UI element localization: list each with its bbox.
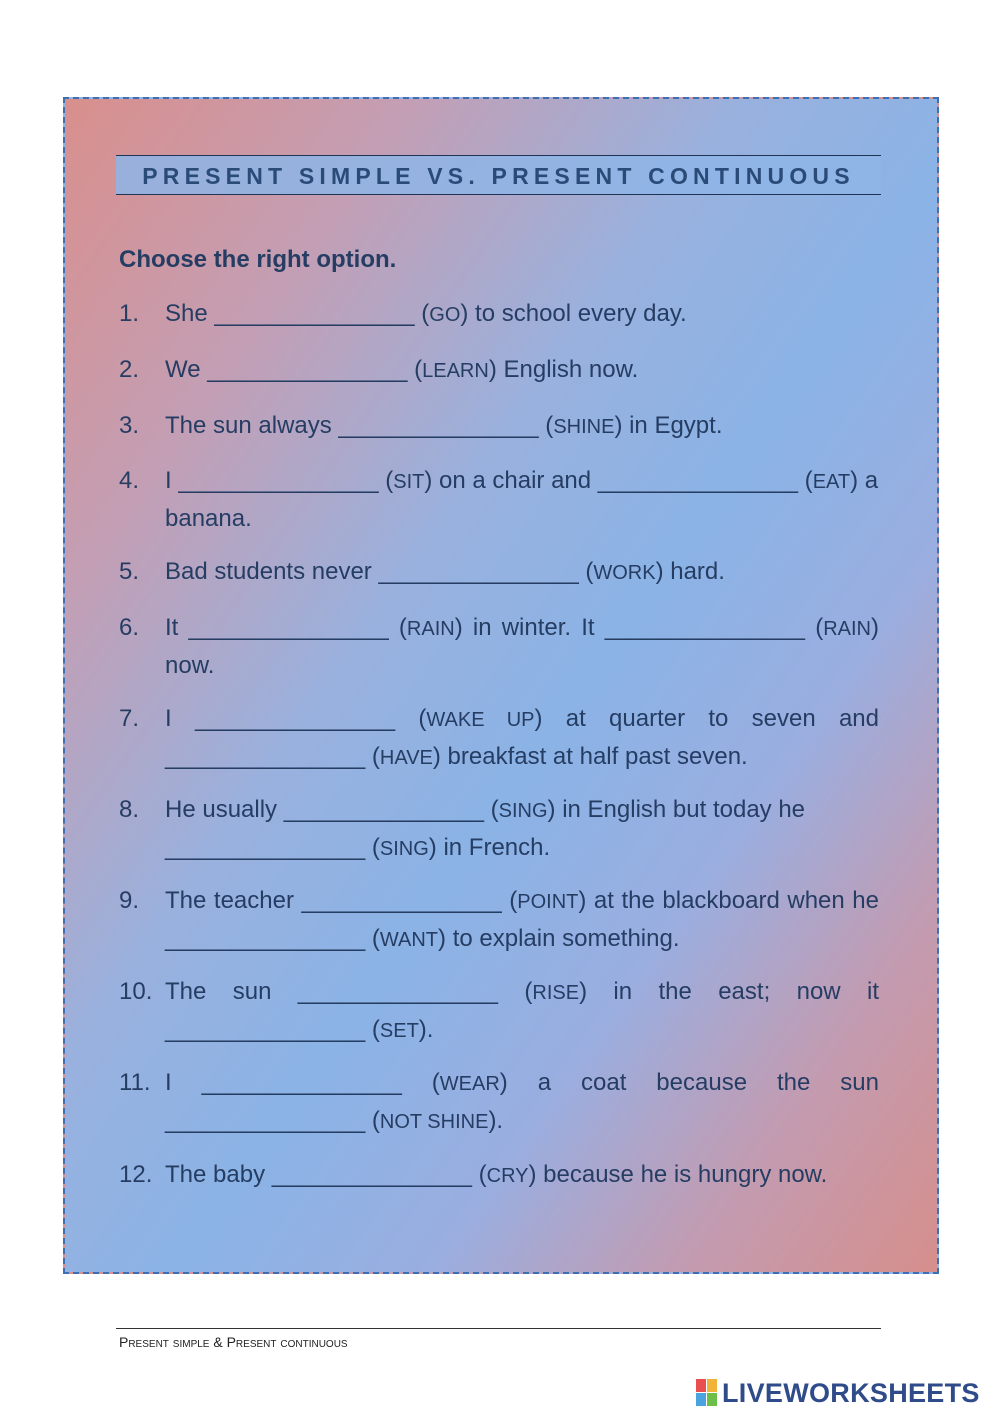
footer-text [119, 1334, 348, 1350]
question-fragment: I [165, 467, 179, 494]
question-text [165, 352, 879, 390]
question-item [119, 296, 879, 334]
question-item [119, 1065, 879, 1140]
question-fragment: It [165, 614, 189, 641]
verb-hint: RAIN [406, 618, 455, 640]
question-text [165, 463, 879, 536]
question-fragment: ). [488, 1106, 504, 1134]
question-fragment: ) in the east; now it [579, 978, 879, 1005]
question-fragment: ) a coat because the sun [499, 1069, 879, 1096]
answer-blank[interactable]: _______________ [597, 467, 799, 494]
question-text [165, 408, 879, 446]
question-fragment: He usually [165, 796, 284, 823]
verb-hint: NOT SHINE [379, 1110, 489, 1133]
worksheet-title: PRESENT SIMPLE VS. PRESENT CONTINUOUS [116, 155, 881, 195]
question-fragment: ( [501, 887, 518, 914]
question-fragment: ) English now. [488, 356, 639, 383]
question-fragment: ) to school every day. [460, 300, 687, 327]
liveworksheets-logo [696, 1377, 980, 1409]
question-fragment: ) at the blackboard when he [578, 887, 879, 914]
question-fragment: ) a banana. [165, 467, 879, 532]
question-fragment: ( [365, 1106, 380, 1134]
verb-hint: WANT [379, 928, 439, 951]
question-item [119, 1157, 879, 1195]
answer-blank[interactable]: _______________ [297, 978, 499, 1005]
question-number: 10. [119, 978, 153, 1005]
question-fragment: The teacher [165, 887, 302, 914]
question-fragment: ( [798, 467, 813, 494]
question-item [119, 463, 879, 536]
question-number: 12. [119, 1161, 153, 1188]
question-number: 4. [119, 467, 140, 494]
question-text [165, 1065, 879, 1140]
question-item [119, 408, 879, 446]
verb-hint: SIT [393, 471, 425, 493]
logo-icon [696, 1379, 718, 1407]
question-fragment: ) now. [165, 614, 879, 679]
question-fragment: ( [538, 412, 554, 439]
question-item [119, 554, 879, 592]
question-fragment: ( [805, 614, 824, 641]
verb-hint: RAIN [823, 618, 871, 640]
question-item [119, 792, 879, 867]
question-fragment: ( [365, 742, 380, 770]
question-item [119, 701, 879, 776]
question-number: 11. [119, 1069, 151, 1096]
question-fragment: ( [578, 558, 594, 585]
question-fragment: ( [378, 467, 394, 494]
answer-blank[interactable]: _______________ [201, 1069, 402, 1096]
question-number: 9. [119, 887, 140, 914]
question-fragment: The sun [165, 978, 298, 1005]
question-fragment: ) at quarter to seven and [534, 705, 879, 732]
question-fragment: ( [365, 1015, 380, 1043]
question-fragment: ) because he is hungry now. [528, 1161, 828, 1188]
verb-hint: WORK [593, 562, 656, 584]
question-fragment: ) in English but today he [547, 796, 806, 823]
question-fragment: ( [407, 356, 423, 383]
question-fragment: ( [395, 705, 427, 732]
question-fragment: ) in winter. It [454, 614, 605, 641]
verb-hint: WAKE UP [426, 709, 535, 731]
question-number: 6. [119, 614, 140, 641]
question-item [119, 974, 879, 1049]
question-text [165, 1157, 879, 1195]
answer-blank[interactable]: _______________ [188, 614, 389, 641]
question-text [165, 701, 879, 776]
answer-blank[interactable]: _______________ [338, 412, 539, 439]
verb-hint: EAT [812, 471, 851, 493]
verb-hint: SET [379, 1019, 419, 1042]
question-text [165, 792, 879, 867]
question-fragment: ) in Egypt. [614, 412, 723, 439]
logo-text: LIVEWORKSHEETS [722, 1377, 980, 1408]
question-fragment: ( [365, 833, 380, 861]
question-fragment: ( [388, 614, 407, 641]
question-fragment: ). [418, 1015, 434, 1043]
question-fragment: ( [365, 924, 380, 952]
verb-hint: CRY [486, 1165, 529, 1187]
answer-blank[interactable]: _______________ [378, 558, 579, 585]
verb-hint: LEARN [422, 360, 489, 382]
question-number: 2. [119, 356, 140, 383]
question-fragment: ) in French. [428, 833, 551, 861]
answer-blank[interactable]: _______________ [165, 1106, 366, 1134]
instruction-text: Choose the right option. [119, 246, 397, 273]
question-number: 3. [119, 412, 140, 439]
answer-blank[interactable]: _______________ [301, 887, 502, 914]
question-fragment: ) breakfast at half past seven. [432, 742, 748, 770]
verb-hint: POINT [517, 891, 579, 913]
question-text [165, 296, 879, 334]
verb-hint: SING [379, 837, 429, 860]
verb-hint: GO [429, 304, 461, 326]
question-item [119, 610, 879, 683]
question-fragment: ( [498, 978, 533, 1005]
verb-hint: RISE [532, 982, 580, 1004]
question-fragment: ( [483, 796, 499, 823]
answer-blank[interactable]: _______________ [271, 1161, 472, 1188]
answer-blank[interactable]: _______________ [165, 1015, 366, 1043]
answer-blank[interactable]: _______________ [165, 833, 366, 861]
answer-blank[interactable]: _______________ [283, 796, 484, 823]
question-fragment: The baby [165, 1161, 272, 1188]
verb-hint: SHINE [553, 416, 615, 438]
question-fragment: Bad students never [165, 558, 379, 585]
question-number: 7. [119, 705, 140, 732]
question-fragment: The sun always [165, 412, 339, 439]
question-item [119, 352, 879, 390]
question-number: 8. [119, 796, 140, 823]
question-fragment: ) hard. [655, 558, 725, 585]
answer-blank[interactable]: _______________ [207, 356, 408, 383]
question-fragment: ) on a chair and [424, 467, 598, 494]
answer-blank[interactable]: _______________ [214, 300, 415, 327]
question-text [165, 554, 879, 592]
question-item [119, 883, 879, 958]
answer-blank[interactable]: _______________ [165, 924, 366, 952]
question-fragment: I [165, 1069, 202, 1096]
question-text [165, 974, 879, 1049]
verb-hint: WEAR [439, 1073, 500, 1095]
answer-blank[interactable]: _______________ [165, 742, 366, 770]
question-fragment: ( [471, 1161, 487, 1188]
verb-hint: HAVE [379, 746, 433, 769]
answer-blank[interactable]: _______________ [604, 614, 806, 641]
question-fragment: ( [414, 300, 430, 327]
question-fragment: I [165, 705, 195, 732]
footer-divider [116, 1328, 881, 1329]
question-number: 5. [119, 558, 140, 585]
question-fragment: ) to explain something. [438, 924, 680, 952]
answer-blank[interactable]: _______________ [178, 467, 379, 494]
question-text [165, 883, 879, 958]
question-number: 1. [119, 300, 140, 327]
footer-label: Present simple & Present continuous [119, 1334, 348, 1350]
answer-blank[interactable]: _______________ [194, 705, 396, 732]
question-text [165, 610, 879, 683]
question-fragment: We [165, 356, 208, 383]
verb-hint: SING [498, 800, 548, 822]
question-fragment: She [165, 300, 215, 327]
question-fragment: ( [401, 1069, 440, 1096]
